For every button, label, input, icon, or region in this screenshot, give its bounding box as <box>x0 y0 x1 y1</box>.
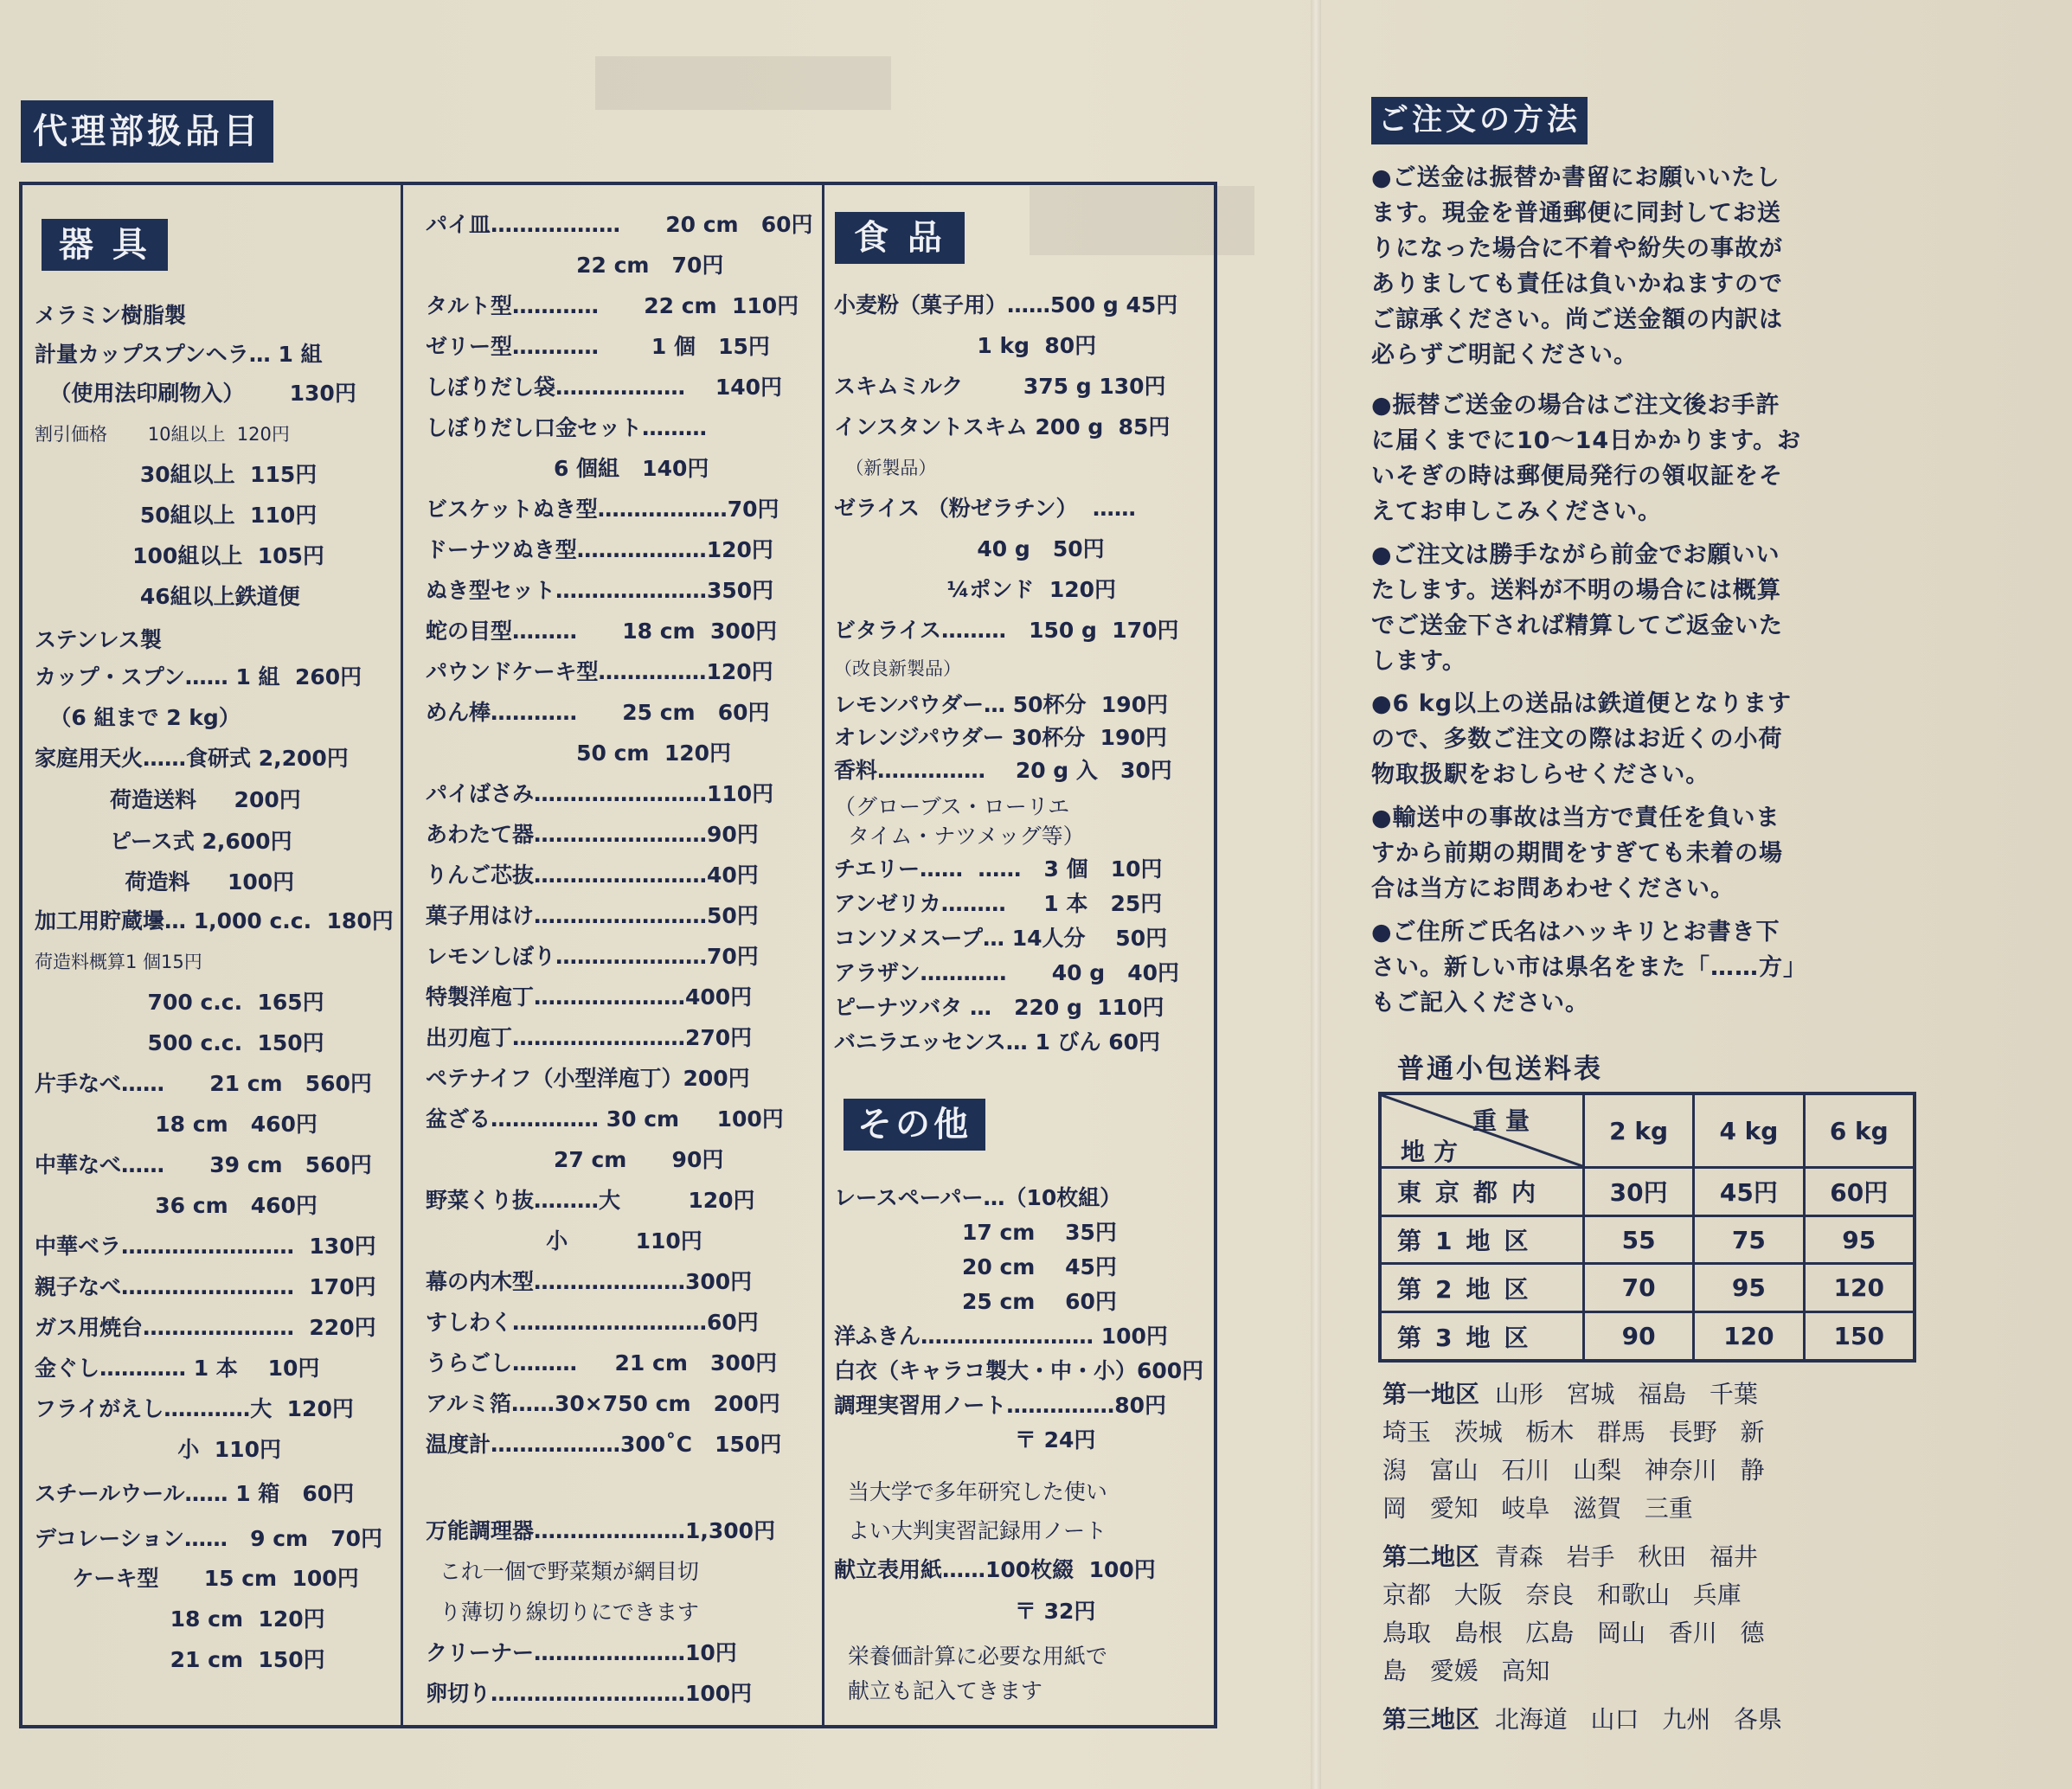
baking-tool-item: 菓子用はけ……………………50円 <box>426 903 759 928</box>
utensil-item: 家庭用天火……食研式 2,200円 <box>35 746 349 771</box>
section-heading-food: 食 品 <box>835 212 965 264</box>
food-item: チエリー…… …… 3 個 10円 <box>834 856 1163 882</box>
utensil-item: 36 cm 460円 <box>35 1193 318 1218</box>
rate-cell: 120 <box>1694 1312 1804 1361</box>
utensil-item: （6 組まで 2 kg） <box>35 705 241 730</box>
baking-tool-item: ゼリー型………… 1 個 15円 <box>426 334 770 359</box>
baking-tool-item: り薄切り線切りにできます <box>426 1600 699 1625</box>
utensil-item: デコレーション…… 9 cm 70円 <box>35 1526 382 1551</box>
order-note: ●ご住所ご氏名はハッキリとお書き下 さい。新しい市は県名をまた「……方」 もご記入ください。 <box>1371 919 1807 1016</box>
rates-row <box>1380 1312 1915 1361</box>
zone-label: 第二地区 <box>1382 1542 1480 1571</box>
rate-cell: 120 <box>1804 1264 1915 1312</box>
zone-line <box>1382 1614 1765 1652</box>
food-item: 栄養価計算に必要な用紙で <box>834 1644 1107 1669</box>
baking-tool-item: 27 cm 90円 <box>426 1147 724 1172</box>
baking-tool-item: レモンしぼり…………………70円 <box>426 944 759 969</box>
baking-tool-item: パイばさみ……………………110円 <box>426 781 774 806</box>
utensil-item: 18 cm 460円 <box>35 1112 318 1137</box>
food-item: 献立も記入てきます <box>834 1678 1042 1703</box>
food-item: 調理実習用ノート……………80円 <box>834 1393 1167 1418</box>
zone-prefectures: 青森 岩手 秋田 福井 <box>1479 1542 1758 1571</box>
rate-cell: 60円 <box>1804 1168 1915 1216</box>
baking-tool-item: しぼりだし口金セット……… <box>426 415 708 440</box>
food-item: 〒 24円 <box>834 1427 1096 1452</box>
page-fold <box>1311 0 1321 1789</box>
utensil-item: フライがえし…………大 120円 <box>35 1396 354 1421</box>
page-title: 代理部扱品目 <box>21 100 273 163</box>
zone-prefectures: 岡 愛知 岐阜 滋賀 三重 <box>1382 1494 1693 1523</box>
food-item: ピーナツバタ … 220 g 110円 <box>834 995 1164 1020</box>
bleed-through-mark <box>595 56 891 110</box>
baking-tool-item: りんご芯抜……………………40円 <box>426 862 759 888</box>
utensil-item: ケーキ型 15 cm 100円 <box>35 1566 359 1591</box>
header-weight: 重量 <box>1472 1106 1539 1135</box>
utensil-item: 片手なべ…… 21 cm 560円 <box>35 1071 372 1096</box>
baking-tool-item: しぼりだし袋……………… 140円 <box>426 375 783 400</box>
baking-tool-item: 出刃庖丁……………………270円 <box>426 1025 753 1050</box>
baking-tool-item: 温度計………………300˚C 150円 <box>426 1432 782 1457</box>
utensil-item: 荷造料 100円 <box>35 869 295 894</box>
zone-prefectures: 潟 富山 石川 山梨 神奈川 静 <box>1382 1456 1765 1484</box>
zone-label: 第三地区 <box>1382 1705 1480 1734</box>
zone-prefectures: 京都 大阪 奈良 和歌山 兵庫 <box>1382 1581 1742 1609</box>
column-divider <box>822 185 824 1725</box>
baking-tool-item: ドーナツぬき型………………120円 <box>426 537 773 562</box>
food-item: （改良新製品） <box>834 658 961 679</box>
baking-tool-item: アルミ箔……30×750 cm 200円 <box>426 1391 780 1416</box>
food-item: インスタントスキム 200 g 85円 <box>834 414 1171 439</box>
utensil-item: 金ぐし………… 1 本 10円 <box>35 1356 320 1381</box>
food-item: 〒 32円 <box>834 1599 1096 1624</box>
baking-tool-item: あわたて器……………………90円 <box>426 822 759 847</box>
header-region: 地方 <box>1401 1138 1467 1166</box>
food-item: 17 cm 35円 <box>834 1220 1117 1245</box>
rate-cell: 55 <box>1584 1215 1694 1264</box>
baking-tool-item: すしわく………………………60円 <box>426 1310 759 1335</box>
order-note: ●ご送金は振替か書留にお願いいたし ます。現金を普通郵便に同封してお送 りになった場合に不着や紛失の事故が ありましても責任は負いかねますので ご諒承ください。尚ご送金額の内訳は 必らずご明記ください。 <box>1371 164 1783 369</box>
diagonal-header-cell <box>1380 1093 1584 1168</box>
food-item: レースペーパー…（10枚組） <box>834 1185 1122 1210</box>
food-item: 20 cm 45円 <box>834 1254 1117 1279</box>
utensil-item: 中華ベラ…………………… 130円 <box>35 1234 376 1259</box>
baking-tool-item: クリーナー…………………10円 <box>426 1640 737 1665</box>
column-divider <box>401 185 403 1725</box>
order-note: ●6 kg以上の送品は鉄道便となります ので、多数ご注文の際はお近くの小荷 物取扱駅をおしらせください。 <box>1371 690 1793 788</box>
baking-tool-item: 小 110円 <box>426 1228 702 1254</box>
food-item: バニラエッセンス… 1 びん 60円 <box>834 1029 1161 1055</box>
rate-cell: 70 <box>1584 1264 1694 1312</box>
rate-cell: 90 <box>1584 1312 1694 1361</box>
zone-prefectures: 山形 宮城 福島 千葉 <box>1479 1380 1758 1408</box>
baking-tool-item: 22 cm 70円 <box>426 253 724 278</box>
food-item: 40 g 50円 <box>834 536 1105 561</box>
baking-tool-item: 幕の内木型…………………300円 <box>426 1269 753 1294</box>
baking-tool-item: 50 cm 120円 <box>426 741 732 766</box>
zone-line <box>1382 1652 1549 1690</box>
baking-tool-item: 特製洋庖丁…………………400円 <box>426 984 753 1010</box>
utensil-item: ガス用焼台………………… 220円 <box>35 1315 376 1340</box>
zone-prefectures: 埼玉 茨城 栃木 群馬 長野 新 <box>1382 1418 1765 1446</box>
zone-prefectures: 鳥取 島根 広島 岡山 香川 德 <box>1382 1619 1765 1647</box>
baking-tool-item: 盆ざる…………… 30 cm 100円 <box>426 1106 784 1132</box>
utensil-item: カップ・スプン…… 1 組 260円 <box>35 664 362 689</box>
food-item: 献立表用紙……100枚綴 100円 <box>834 1557 1156 1582</box>
utensil-item: スチールウール…… 1 箱 60円 <box>35 1481 355 1506</box>
food-item: レモンパウダー… 50杯分 190円 <box>834 692 1169 717</box>
baking-tool-item: タルト型………… 22 cm 110円 <box>426 293 799 318</box>
weight-col-header: 6 kg <box>1804 1093 1915 1168</box>
zone-line <box>1382 1538 1758 1576</box>
zone-prefectures: 島 愛媛 高知 <box>1382 1657 1550 1685</box>
zone-line <box>1382 1701 1782 1739</box>
food-item: ¼ポンド 120円 <box>834 577 1117 602</box>
utensil-item: 18 cm 120円 <box>35 1606 325 1632</box>
section-heading-utensils: 器 具 <box>42 219 168 271</box>
food-item: 白衣（キャラコ製大・中・小）600円 <box>834 1358 1204 1383</box>
utensil-item: 中華なべ…… 39 cm 560円 <box>35 1152 372 1177</box>
utensil-item: 親子なべ…………………… 170円 <box>35 1274 376 1299</box>
zone-line <box>1382 1375 1758 1414</box>
region-cell: 東京都内 <box>1380 1168 1584 1216</box>
rates-header-row <box>1380 1093 1915 1168</box>
order-note: ●ご注文は勝手ながら前金でお願いい たします。送料が不明の場合には概算 でご送金下されば精算してご返金いた します。 <box>1371 542 1783 675</box>
food-item: よい大判実習記録用ノート <box>834 1518 1107 1543</box>
food-item: 1 kg 80円 <box>834 333 1097 358</box>
food-item: 洋ふきん…………………… 100円 <box>834 1324 1168 1349</box>
utensil-item: 50組以上 110円 <box>35 503 318 528</box>
food-item: 25 cm 60円 <box>834 1289 1117 1314</box>
food-item: 当大学で多年研究した使い <box>834 1479 1107 1504</box>
section-heading-other: その他 <box>844 1099 985 1151</box>
baking-tool-item: 野菜くり抜………大 120円 <box>426 1188 755 1213</box>
utensil-item: ピース式 2,600円 <box>35 829 292 854</box>
rates-row <box>1380 1215 1915 1264</box>
food-item: アラザン………… 40 g 40円 <box>834 960 1180 985</box>
utensil-item: 700 c.c. 165円 <box>35 990 324 1015</box>
utensil-item: 46組以上鉄道便 <box>35 584 300 609</box>
food-item: オレンジパウダー 30杯分 190円 <box>834 725 1167 750</box>
baking-tool-item: 万能調理器…………………1,300円 <box>426 1518 776 1543</box>
zone-prefectures: 北海道 山口 九州 各県 <box>1479 1705 1782 1734</box>
rate-cell: 150 <box>1804 1312 1915 1361</box>
region-cell: 第3地区 <box>1380 1312 1584 1361</box>
weight-col-header: 4 kg <box>1694 1093 1804 1168</box>
zone-line <box>1382 1414 1765 1452</box>
food-item: コンソメスープ… 14人分 50円 <box>834 926 1168 951</box>
utensil-item: 30組以上 115円 <box>35 462 318 487</box>
baking-tool-item: うらごし……… 21 cm 300円 <box>426 1350 778 1375</box>
rate-cell: 45円 <box>1694 1168 1804 1216</box>
utensil-item: メラミン樹脂製 <box>35 303 187 328</box>
food-item: 小麦粉（菓子用）……500 g 45円 <box>834 292 1178 317</box>
rate-cell: 95 <box>1694 1264 1804 1312</box>
rate-cell: 75 <box>1694 1215 1804 1264</box>
utensil-item: 100組以上 105円 <box>35 543 324 568</box>
utensil-item: （使用法印刷物入） 130円 <box>35 381 356 406</box>
food-item: アンゼリカ……… 1 本 25円 <box>834 891 1163 916</box>
region-cell: 第2地区 <box>1380 1264 1584 1312</box>
order-note: ●振替ご送金の場合はご注文後お手許 に届くまでに10～14日かかります。お いそぎの時は郵便局発行の領収証をそ えてお申しこみください。 <box>1371 392 1801 525</box>
order-method-heading: ご注文の方法 <box>1371 97 1588 144</box>
baking-tool-item: ぬき型セット…………………350円 <box>426 578 774 603</box>
utensil-item: 小 110円 <box>35 1437 281 1462</box>
baking-tool-item: めん棒………… 25 cm 60円 <box>426 700 770 725</box>
rate-cell: 30円 <box>1584 1168 1694 1216</box>
weight-col-header: 2 kg <box>1584 1093 1694 1168</box>
baking-tool-item: 6 個組 140円 <box>426 456 709 481</box>
food-item: ビタライス……… 150 g 170円 <box>834 618 1179 643</box>
utensil-item: 計量カップスプンヘラ… 1 組 <box>35 342 323 367</box>
zone-line <box>1382 1576 1742 1614</box>
utensil-item: 荷造送料 200円 <box>35 787 301 812</box>
food-item: スキムミルク 375 g 130円 <box>834 374 1166 399</box>
region-cell: 第1地区 <box>1380 1215 1584 1264</box>
rate-cell: 95 <box>1804 1215 1915 1264</box>
baking-tool-item: 卵切り………………………100円 <box>426 1681 753 1706</box>
zone-line <box>1382 1452 1765 1490</box>
baking-tool-item: パウンドケーキ型……………120円 <box>426 659 773 684</box>
utensil-item: ステンレス製 <box>35 627 162 652</box>
food-item: （新製品） <box>834 458 937 478</box>
food-item: （グローブス・ローリエ <box>834 794 1070 819</box>
rates-row <box>1380 1264 1915 1312</box>
utensil-item: 加工用貯蔵壜… 1,000 c.c. 180円 <box>35 908 394 933</box>
rates-row <box>1380 1168 1915 1216</box>
utensil-item: 500 c.c. 150円 <box>35 1030 324 1055</box>
baking-tool-item: これ一個で野菜類が網目切 <box>426 1559 699 1584</box>
utensil-item: 荷造料概算1 個15円 <box>35 952 202 972</box>
baking-tool-item: 蛇の目型……… 18 cm 300円 <box>426 619 778 644</box>
baking-tool-item: ビスケットぬき型………………70円 <box>426 497 779 522</box>
order-note: ●輸送中の事故は当方で責任を負いま すから前期の期間をすぎても未着の場 合は当方にお問あわせください。 <box>1371 805 1783 902</box>
food-item: 香料…………… 20 g 入 30円 <box>834 758 1172 783</box>
food-item: タイム・ナツメッグ等） <box>834 824 1085 849</box>
baking-tool-item: ペテナイフ（小型洋庖丁）200円 <box>426 1066 750 1091</box>
food-item: ゼライス （粉ゼラチン） …… <box>834 496 1136 521</box>
utensil-item: 21 cm 150円 <box>35 1647 325 1672</box>
zone-line <box>1382 1490 1693 1528</box>
zone-label: 第一地区 <box>1382 1380 1480 1408</box>
parcel-rates-table <box>1378 1092 1916 1363</box>
baking-tool-item: パイ皿……………… 20 cm 60円 <box>426 212 813 237</box>
utensil-item: 割引価格 10組以上 120円 <box>35 424 290 445</box>
rates-title: 普通小包送料表 <box>1397 1054 1603 1085</box>
